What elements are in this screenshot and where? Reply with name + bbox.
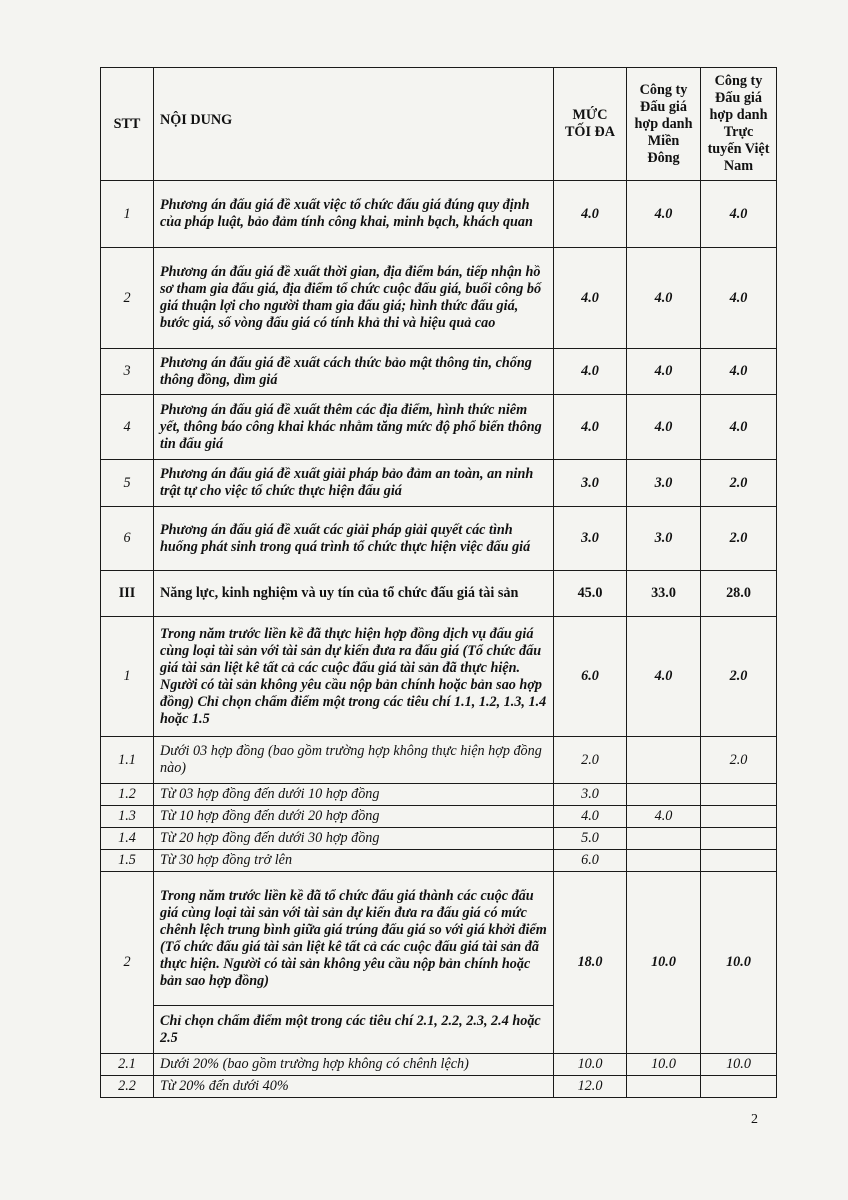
row-stt: 1 — [101, 617, 154, 737]
row-company-2 — [701, 850, 777, 872]
row-stt: 1.4 — [101, 828, 154, 850]
table-row — [101, 1054, 777, 1076]
row-max: 4.0 — [554, 349, 627, 395]
row-company-2 — [701, 828, 777, 850]
row-stt: 2 — [101, 872, 154, 1054]
table-row — [101, 828, 777, 850]
row-max: 5.0 — [554, 828, 627, 850]
row-company-1: 3.0 — [627, 507, 701, 571]
row-company-2: 2.0 — [701, 617, 777, 737]
table-row — [101, 784, 777, 806]
row-company-1: 4.0 — [627, 806, 701, 828]
row-content: Phương án đấu giá đề xuất giải pháp bảo đảm an toàn, an ninh trật tự cho việc tổ chức thực hiện đấu giá — [154, 460, 554, 507]
row-stt: 1.1 — [101, 737, 154, 784]
row-company-2 — [701, 806, 777, 828]
row-company-2 — [701, 784, 777, 806]
row-company-1: 10.0 — [627, 872, 701, 1054]
row-max: 2.0 — [554, 737, 627, 784]
row-content: Trong năm trước liền kề đã thực hiện hợp đồng dịch vụ đấu giá cùng loại tài sản với tài sản dự kiến đưa ra đấu giá (Tổ chức đấu giá tài sản liệt kê tất cả các cuộc đấu giá tài sản đã thực hiện. Người có tài sản không yêu cầu nộp bản chính hoặc bản sao hợp đồng) Chỉ chọn chấm điểm một trong các tiêu chí 1.1, 1.2, 1.3, 1.4 hoặc 1.5 — [154, 617, 554, 737]
row-company-2: 10.0 — [701, 872, 777, 1054]
row-stt: 2.1 — [101, 1054, 154, 1076]
row-content: Phương án đấu giá đề xuất thời gian, địa điểm bán, tiếp nhận hồ sơ tham gia đấu giá, địa điểm tổ chức cuộc đấu giá, buổi công bố giá thuận lợi cho người tham gia đấu giá; hình thức đấu giá, bước giá, số vòng đấu giá có tính khả thi và hiệu quả cao — [154, 248, 554, 349]
row-max: 18.0 — [554, 872, 627, 1054]
header-stt: STT — [101, 68, 154, 181]
row-company-1: 4.0 — [627, 617, 701, 737]
row-company-1 — [627, 850, 701, 872]
header-max: MỨC TỐI ĐA — [554, 68, 627, 181]
table-row — [101, 737, 777, 784]
row-stt: 2.2 — [101, 1076, 154, 1098]
row-company-2: 4.0 — [701, 248, 777, 349]
row-content: Dưới 20% (bao gồm trường hợp không có chênh lệch) — [154, 1054, 554, 1076]
row-stt: 6 — [101, 507, 154, 571]
table-row-section — [101, 571, 777, 617]
scoring-table — [100, 67, 777, 1098]
table-row — [101, 617, 777, 737]
header-company-1: Công ty Đấu giá hợp danh Miền Đông — [627, 68, 701, 181]
row-content: Phương án đấu giá đề xuất thêm các địa điểm, hình thức niêm yết, thông báo công khai khác nhằm tăng mức độ phổ biến thông tin đấu giá — [154, 395, 554, 460]
row-company-1: 4.0 — [627, 395, 701, 460]
row-company-2: 4.0 — [701, 349, 777, 395]
row-content: Dưới 03 hợp đồng (bao gồm trường hợp không thực hiện hợp đồng nào) — [154, 737, 554, 784]
row-company-2: 2.0 — [701, 737, 777, 784]
table-row — [101, 1076, 777, 1098]
row-company-1: 33.0 — [627, 571, 701, 617]
table-row — [101, 395, 777, 460]
row-company-2: 10.0 — [701, 1054, 777, 1076]
header-company-2: Công ty Đấu giá hợp danh Trực tuyến Việt Nam — [701, 68, 777, 181]
row-max: 6.0 — [554, 617, 627, 737]
row-company-1: 4.0 — [627, 349, 701, 395]
row-max: 3.0 — [554, 784, 627, 806]
row-max: 4.0 — [554, 806, 627, 828]
row-content: Từ 20 hợp đồng đến dưới 30 hợp đồng — [154, 828, 554, 850]
row-company-2: 4.0 — [701, 181, 777, 248]
table-row — [101, 850, 777, 872]
row-max: 3.0 — [554, 507, 627, 571]
row-stt: 5 — [101, 460, 154, 507]
row-max: 4.0 — [554, 181, 627, 248]
row-stt: 1.5 — [101, 850, 154, 872]
row-company-2 — [701, 1076, 777, 1098]
row-stt: 1.2 — [101, 784, 154, 806]
row-company-1 — [627, 828, 701, 850]
row-max: 4.0 — [554, 248, 627, 349]
row-company-1: 4.0 — [627, 248, 701, 349]
table-row — [101, 349, 777, 395]
row-company-2: 28.0 — [701, 571, 777, 617]
table-header-row — [101, 68, 777, 181]
row-content: Từ 03 hợp đồng đến dưới 10 hợp đồng — [154, 784, 554, 806]
row-content: Từ 30 hợp đồng trở lên — [154, 850, 554, 872]
row-max: 4.0 — [554, 395, 627, 460]
row-content: Phương án đấu giá đề xuất việc tổ chức đấu giá đúng quy định của pháp luật, bảo đảm tính công khai, minh bạch, khách quan — [154, 181, 554, 248]
row-content: Từ 10 hợp đồng đến dưới 20 hợp đồng — [154, 806, 554, 828]
row-stt: 4 — [101, 395, 154, 460]
table-row — [101, 507, 777, 571]
row-max: 10.0 — [554, 1054, 627, 1076]
row-company-1 — [627, 737, 701, 784]
row-company-1: 10.0 — [627, 1054, 701, 1076]
row-max: 6.0 — [554, 850, 627, 872]
table-row — [101, 460, 777, 507]
row-stt: 3 — [101, 349, 154, 395]
row-content: Phương án đấu giá đề xuất các giải pháp giải quyết các tình huống phát sinh trong quá trình tổ chức thực hiện việc đấu giá — [154, 507, 554, 571]
row-content: Từ 20% đến dưới 40% — [154, 1076, 554, 1098]
row-company-1: 4.0 — [627, 181, 701, 248]
row-content: Trong năm trước liền kề đã tổ chức đấu giá thành các cuộc đấu giá cùng loại tài sản với tài sản dự kiến đưa ra đấu giá có mức chênh lệch trung bình giữa giá trúng đấu giá so với giá khởi điểm (Tổ chức đấu giá tài sản liệt kê tất cả các cuộc đấu giá tài sản đã thực hiện. Người có tài sản không yêu cầu nộp bản chính hoặc bản sao hợp đồng) — [154, 872, 554, 1006]
row-company-1 — [627, 784, 701, 806]
row-company-2: 2.0 — [701, 460, 777, 507]
row-company-2: 4.0 — [701, 395, 777, 460]
header-content: NỘI DUNG — [154, 68, 554, 181]
row-content-note: Chỉ chọn chấm điểm một trong các tiêu chí 2.1, 2.2, 2.3, 2.4 hoặc 2.5 — [154, 1006, 554, 1054]
row-max: 12.0 — [554, 1076, 627, 1098]
row-stt: 1 — [101, 181, 154, 248]
row-company-1 — [627, 1076, 701, 1098]
row-content: Phương án đấu giá đề xuất cách thức bảo mật thông tin, chống thông đồng, dìm giá — [154, 349, 554, 395]
row-stt: III — [101, 571, 154, 617]
row-max: 3.0 — [554, 460, 627, 507]
row-company-1: 3.0 — [627, 460, 701, 507]
table-row — [101, 248, 777, 349]
row-content: Năng lực, kinh nghiệm và uy tín của tổ chức đấu giá tài sản — [154, 571, 554, 617]
table-row — [101, 872, 777, 1006]
table-row — [101, 181, 777, 248]
page-number: 2 — [751, 1112, 758, 1127]
row-max: 45.0 — [554, 571, 627, 617]
row-stt: 1.3 — [101, 806, 154, 828]
row-stt: 2 — [101, 248, 154, 349]
table-row — [101, 806, 777, 828]
row-company-2: 2.0 — [701, 507, 777, 571]
